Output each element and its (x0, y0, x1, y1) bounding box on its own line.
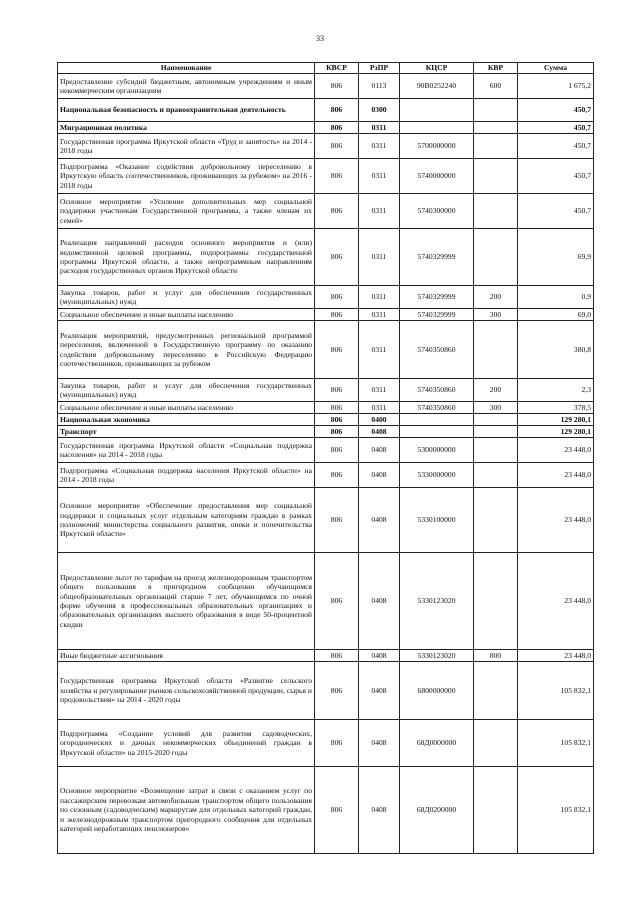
sum-cell: 23 448,0 (518, 463, 594, 488)
sum-cell: 450,7 (518, 99, 594, 122)
sum-cell: 450,7 (518, 194, 594, 229)
rzpr-cell: 0311 (359, 194, 400, 229)
name-cell: Предоставление субсидий бюджетным, автономным учреждениям и иным некоммерческим организациям (58, 74, 315, 99)
sum-cell: 23 448,0 (518, 553, 594, 650)
header-kcsr: КЦСР (400, 63, 474, 74)
kcsr-cell: 5300000000 (400, 438, 474, 463)
rzpr-cell: 0113 (359, 74, 400, 99)
kcsr-cell (400, 99, 474, 122)
kvsr-cell: 806 (315, 650, 359, 662)
kvsr-cell: 806 (315, 229, 359, 286)
kvr-cell (474, 321, 518, 379)
budget-table (57, 62, 594, 854)
sum-cell: 450,7 (518, 159, 594, 194)
rzpr-cell: 0311 (359, 134, 400, 159)
kvsr-cell: 806 (315, 134, 359, 159)
table-row (58, 74, 594, 99)
kvr-cell (474, 463, 518, 488)
name-cell: Социальное обеспечение и иные выплаты населению (58, 402, 315, 414)
page-number: 33 (316, 34, 324, 43)
kcsr-cell: 5740350860 (400, 402, 474, 414)
sum-cell: 105 832,1 (518, 767, 594, 854)
rzpr-cell: 0408 (359, 767, 400, 854)
kcsr-cell (400, 122, 474, 134)
name-cell: Миграционная политика (58, 122, 315, 134)
kcsr-cell: 5740350860 (400, 379, 474, 402)
sum-cell: 129 280,1 (518, 426, 594, 438)
table-row (58, 767, 594, 854)
name-cell: Основное мероприятие «Возмещение затрат в связи с оказанием услуг по пассажирским перевозкам автомобильным транспортом общего пользования по сезонным (садоводческим) маршрутам для отдельных категорий граждан, и железнодорожным транспортом пригородного сообщения для отдельных категорий неработающих пенсионеров» (58, 767, 315, 854)
header-kvr: КВР (474, 63, 518, 74)
kvsr-cell: 806 (315, 74, 359, 99)
name-cell: Закупка товаров, работ и услуг для обеспечения государственных (муниципальных) нужд (58, 379, 315, 402)
kcsr-cell: 5740300000 (400, 194, 474, 229)
kvsr-cell: 806 (315, 438, 359, 463)
sum-cell: 380,8 (518, 321, 594, 379)
sum-cell: 23 448,0 (518, 488, 594, 553)
kvsr-cell: 806 (315, 159, 359, 194)
name-cell: Подпрограмма «Оказание содействия добровольному переселению в Иркутскую область соотечественников, проживающих за рубежом» на 2016 - 2018 годы (58, 159, 315, 194)
kvr-cell (474, 134, 518, 159)
table-row (58, 720, 594, 767)
kvr-cell: 200 (474, 379, 518, 402)
rzpr-cell: 0311 (359, 159, 400, 194)
table-row (58, 426, 594, 438)
kcsr-cell: 5740350860 (400, 321, 474, 379)
table-row (58, 553, 594, 650)
kvr-cell (474, 122, 518, 134)
kvr-cell (474, 438, 518, 463)
table-row (58, 463, 594, 488)
rzpr-cell: 0408 (359, 662, 400, 720)
rzpr-cell: 0311 (359, 379, 400, 402)
sum-cell: 23 448,0 (518, 650, 594, 662)
kvr-cell: 600 (474, 74, 518, 99)
name-cell: Закупка товаров, работ и услуг для обеспечения государственных (муниципальных) нужд (58, 286, 315, 309)
kvr-cell (474, 99, 518, 122)
name-cell: Транспорт (58, 426, 315, 438)
kcsr-cell: 5740000000 (400, 159, 474, 194)
rzpr-cell: 0300 (359, 99, 400, 122)
kvr-cell (474, 720, 518, 767)
kcsr-cell (400, 414, 474, 426)
name-cell: Социальное обеспечение и иные выплаты населению (58, 309, 315, 321)
sum-cell: 23 448,0 (518, 438, 594, 463)
kvsr-cell: 806 (315, 463, 359, 488)
name-cell: Реализация мероприятий, предусмотренных региональной программой переселения, включенной в Государственную программу по оказанию содействия добровольному переселению в Российскую Федерацию соотечественников, проживающих за рубежом (58, 321, 315, 379)
kcsr-cell: 5740329999 (400, 286, 474, 309)
rzpr-cell: 0408 (359, 720, 400, 767)
kvr-cell (474, 194, 518, 229)
kcsr-cell: 6800000000 (400, 662, 474, 720)
kvsr-cell: 806 (315, 426, 359, 438)
rzpr-cell: 0408 (359, 463, 400, 488)
table-row (58, 286, 594, 309)
kvr-cell (474, 488, 518, 553)
name-cell: Основное мероприятие «Обеспечение предоставления мер социальной поддержки и социальных услуг отдельным категориям граждан в рамках полномочий министерства социального развития, опеки и попечительства Иркутской области» (58, 488, 315, 553)
name-cell: Предоставление льгот по тарифам на проезд железнодорожным транспортом общего пользования в пригородном сообщении обучающимся общеобразовательных организаций старше 7 лет, обучающимся по очной форме обучения в профессиональных образовательных организациях и образовательных организациях высшего образования в виде 50-процентной скидки (58, 553, 315, 650)
kvsr-cell: 806 (315, 194, 359, 229)
kvr-cell (474, 159, 518, 194)
kvr-cell (474, 229, 518, 286)
name-cell: Государственная программа Иркутской области «Труд и занятость» на 2014 - 2018 годы (58, 134, 315, 159)
rzpr-cell: 0400 (359, 414, 400, 426)
table-row (58, 402, 594, 414)
kvsr-cell: 806 (315, 379, 359, 402)
kvr-cell (474, 414, 518, 426)
name-cell: Реализация направлений расходов основного мероприятия и (или) ведомственной целевой программы, подпрограммы государственной программы Иркутской области, а также непрограммным направлениям расходов государственных органов Иркутской области (58, 229, 315, 286)
kcsr-cell: 5330000000 (400, 463, 474, 488)
kvr-cell (474, 553, 518, 650)
kcsr-cell: 90В0252240 (400, 74, 474, 99)
kvsr-cell: 806 (315, 402, 359, 414)
table-row (58, 488, 594, 553)
table-row (58, 650, 594, 662)
rzpr-cell: 0311 (359, 402, 400, 414)
kvsr-cell: 806 (315, 286, 359, 309)
rzpr-cell: 0311 (359, 122, 400, 134)
kcsr-cell: 5700000000 (400, 134, 474, 159)
kvsr-cell: 806 (315, 662, 359, 720)
kvr-cell (474, 426, 518, 438)
kcsr-cell: 5740329999 (400, 309, 474, 321)
kvr-cell: 200 (474, 286, 518, 309)
header-name: Наименование (58, 63, 315, 74)
name-cell: Подпрограмма «Создание условий для развития садоводческих, огороднических и дачных некоммерческих объединений граждан в Иркутской области» на 2015-2020 годы (58, 720, 315, 767)
sum-cell: 69,9 (518, 229, 594, 286)
kcsr-cell: 5330100000 (400, 488, 474, 553)
name-cell: Национальная экономика (58, 414, 315, 426)
kvsr-cell: 806 (315, 321, 359, 379)
rzpr-cell: 0311 (359, 229, 400, 286)
rzpr-cell: 0408 (359, 426, 400, 438)
sum-cell: 105 832,1 (518, 720, 594, 767)
rzpr-cell: 0408 (359, 488, 400, 553)
kvsr-cell: 806 (315, 309, 359, 321)
kcsr-cell: 5740329999 (400, 229, 474, 286)
table-row (58, 309, 594, 321)
kvr-cell: 300 (474, 402, 518, 414)
name-cell: Государственная программа Иркутской области «Социальная поддержка населения» на 2014 - 2018 годы (58, 438, 315, 463)
header-kvsr: КВСР (315, 63, 359, 74)
kcsr-cell (400, 426, 474, 438)
table-header-row (58, 63, 594, 74)
table-row (58, 414, 594, 426)
table-row (58, 438, 594, 463)
sum-cell: 105 832,1 (518, 662, 594, 720)
sum-cell: 129 280,1 (518, 414, 594, 426)
kvsr-cell: 806 (315, 767, 359, 854)
sum-cell: 69,0 (518, 309, 594, 321)
sum-cell: 378,5 (518, 402, 594, 414)
kcsr-cell: 5330123020 (400, 553, 474, 650)
table-row (58, 122, 594, 134)
sum-cell: 450,7 (518, 122, 594, 134)
table-row (58, 229, 594, 286)
table-row (58, 379, 594, 402)
name-cell: Основное мероприятие «Усиление дополнительных мер социальной поддержки участникам Государственной программы, а также членам их семей» (58, 194, 315, 229)
sum-cell: 450,7 (518, 134, 594, 159)
kvsr-cell: 806 (315, 720, 359, 767)
kcsr-cell: 68Д0000000 (400, 720, 474, 767)
table-row (58, 159, 594, 194)
header-rzpr: РзПР (359, 63, 400, 74)
table-row (58, 194, 594, 229)
rzpr-cell: 0311 (359, 286, 400, 309)
rzpr-cell: 0408 (359, 650, 400, 662)
kvr-cell (474, 662, 518, 720)
table-row (58, 134, 594, 159)
kvr-cell: 800 (474, 650, 518, 662)
name-cell: Национальная безопасность и правоохранительная деятельность (58, 99, 315, 122)
rzpr-cell: 0311 (359, 321, 400, 379)
kvsr-cell: 806 (315, 414, 359, 426)
kvsr-cell: 806 (315, 488, 359, 553)
table-row (58, 321, 594, 379)
kvr-cell (474, 767, 518, 854)
name-cell: Иные бюджетные ассигнования (58, 650, 315, 662)
table-row (58, 662, 594, 720)
kcsr-cell: 68Д0200000 (400, 767, 474, 854)
rzpr-cell: 0408 (359, 438, 400, 463)
rzpr-cell: 0408 (359, 553, 400, 650)
kvsr-cell: 806 (315, 99, 359, 122)
name-cell: Государственная программа Иркутской области «Развитие сельского хозяйства и регулирование рынков сельскохозяйственной продукции, сырья и продовольствия» на 2014 - 2020 годы (58, 662, 315, 720)
sum-cell: 2,3 (518, 379, 594, 402)
kvsr-cell: 806 (315, 122, 359, 134)
sum-cell: 1 675,2 (518, 74, 594, 99)
header-sum: Сумма (518, 63, 594, 74)
table-row (58, 99, 594, 122)
name-cell: Подпрограмма «Социальная поддержка населения Иркутской области» на 2014 - 2018 годы (58, 463, 315, 488)
kvr-cell: 300 (474, 309, 518, 321)
sum-cell: 0,9 (518, 286, 594, 309)
kvsr-cell: 806 (315, 553, 359, 650)
kcsr-cell: 5330123020 (400, 650, 474, 662)
rzpr-cell: 0311 (359, 309, 400, 321)
